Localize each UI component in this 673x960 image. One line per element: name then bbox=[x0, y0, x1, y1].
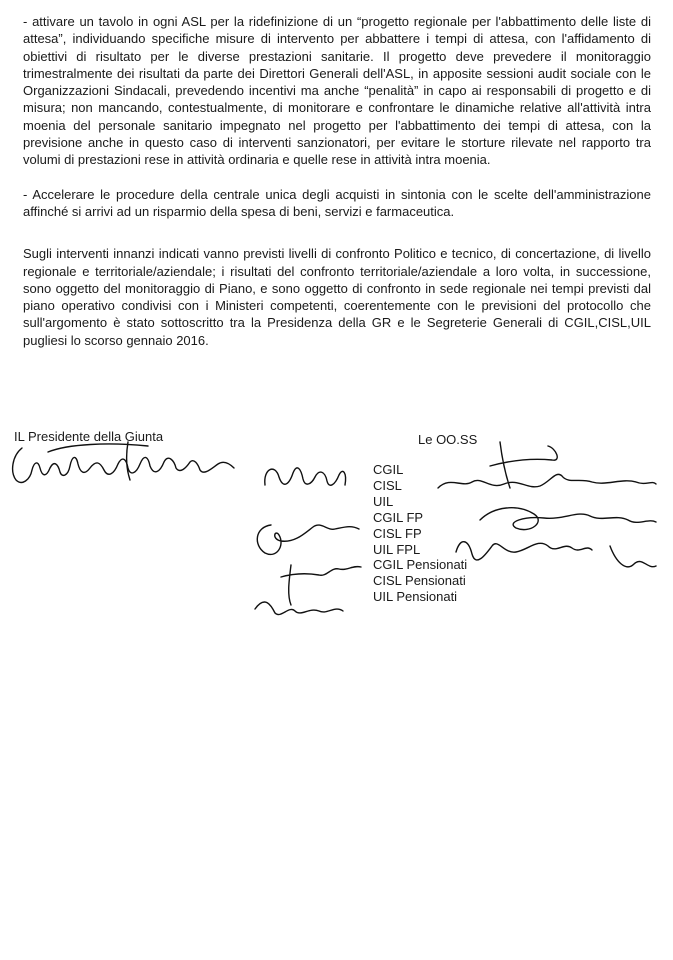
union-item: CGIL Pensionati bbox=[373, 557, 468, 573]
union-item: CISL Pensionati bbox=[373, 573, 466, 589]
paragraph-central-purchasing: - Accelerare le procedure della centrale unica degli acquisti in sintonia con le scelte dell'amministrazione affinché si arrivi ad un risparmio della spesa di beni, servizi e farmaceutica. bbox=[23, 186, 651, 219]
union-item: CISL FP bbox=[373, 525, 422, 541]
union-item: UIL bbox=[373, 493, 394, 509]
president-label: IL Presidente della Giunta bbox=[14, 429, 164, 444]
union-item: CISL bbox=[373, 477, 402, 493]
document-body bbox=[23, 13, 651, 349]
union-item: UIL FPL bbox=[373, 541, 421, 557]
union-item: CGIL bbox=[373, 462, 404, 477]
unions-label: Le OO.SS bbox=[418, 432, 478, 447]
union-item: CGIL FP bbox=[373, 509, 424, 525]
unions-signatures-right bbox=[420, 430, 660, 600]
union-item: UIL Pensionati bbox=[373, 589, 458, 605]
paragraph-confrontation-levels: Sugli interventi innanzi indicati vanno previsti livelli di confronto Politico e tecnico, di concertazione, di livello regionale e territoriale/aziendale; i risultati del confronto territoriale/aziendale a loro volta, in successione, sono oggetto del monitoraggio di Piano, e sono oggetto di confronto in sede regionale nei tempi previsti dal piano operativo condivisi con i Ministeri competenti, coerentemente con le previsioni del protocollo che sull'argomento è stato sottoscritto tra la Presidenza della GR e le Segreterie Generali di CGIL,CISL,UIL pugliesi lo scorso gennaio 2016. bbox=[23, 246, 651, 348]
unions-signatures-left bbox=[235, 455, 375, 625]
paragraph-waiting-lists: - attivare un tavolo in ogni ASL per la ridefinizione di un “progetto regionale per l'abbattimento delle liste di attesa”, individuando specifiche misure di intervento per abbattere i tempi di attesa, con l'affidamento di obiettivi di risultato per le diverse prestazioni sanitarie. Il progetto deve prevedere il monitoraggio trimestralmente dei risultati da parte dei Direttori Generali dell'ASL, in apposite sessioni audit sociale con le Organizzazioni Sindacali, prevedendo incentivi ma anche “penalità” in capo ai responsabili di progetto e di misura; non mancando, contestualmente, di monitorare e confrontare le dinamiche relative all'attività intra moenia del personale sanitario impegnato nel progetto per l'abbattimento dei tempi di attesa, con la previsione anche in questo caso di interventi sanzionatori, per evitare le storture rilevate nel rapporto tra volumi di prestazioni rese in attività ordinaria e quelle rese in attività intra moenia. bbox=[23, 14, 651, 168]
president-signature bbox=[8, 438, 238, 493]
